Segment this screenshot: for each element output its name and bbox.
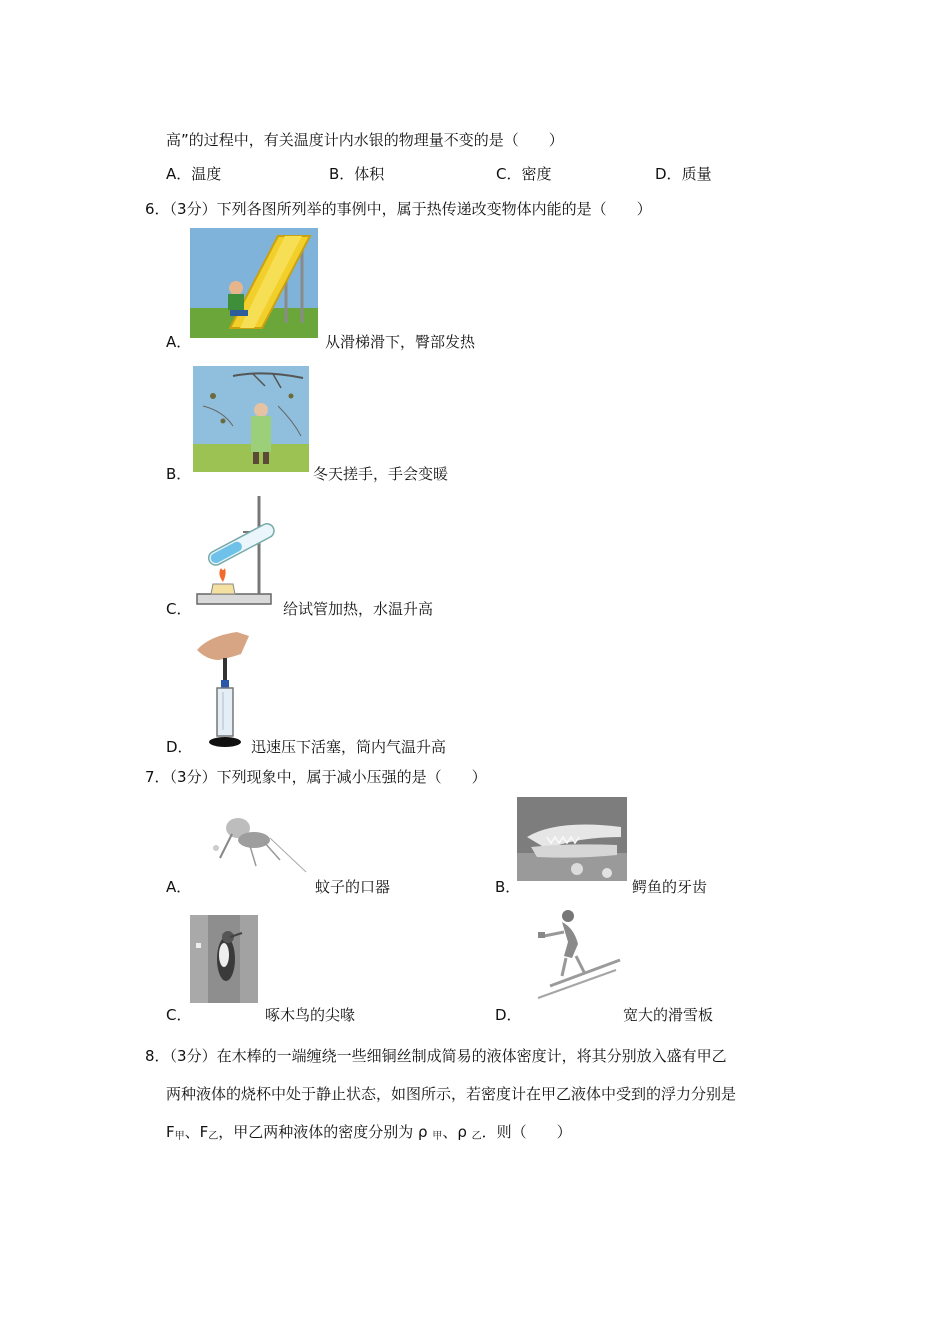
- q6-option-d-text: 迅速压下活塞，筒内气温升高: [251, 738, 447, 756]
- q6-stem: 6．（3分）下列各图所列举的事例中，属于热传递改变物体内能的是（ ）: [145, 200, 652, 218]
- option-text: 密度: [521, 165, 552, 183]
- q6-option-a-label[interactable]: A．: [166, 333, 192, 351]
- density-text-2: 、ρ: [442, 1123, 472, 1141]
- slide-illustration: [190, 228, 318, 338]
- test-tube-heating-illustration: [195, 494, 280, 608]
- q7-option-d-label[interactable]: D．: [495, 1006, 522, 1024]
- option-label: D．: [655, 165, 682, 183]
- subscript-yi: 乙: [208, 1131, 219, 1142]
- option-label: B．: [329, 165, 355, 183]
- q5-option-b[interactable]: [329, 164, 384, 184]
- piston-compression-illustration: [189, 630, 251, 750]
- subscript-jia: 甲: [174, 1131, 185, 1142]
- q7-option-c-label[interactable]: C．: [166, 1006, 192, 1024]
- q7-option-b-text: 鳄鱼的牙齿: [632, 878, 708, 896]
- q7-option-d-text: 宽大的滑雪板: [623, 1006, 714, 1024]
- subscript-yi-density: 乙: [471, 1131, 482, 1142]
- option-text: 体积: [354, 165, 385, 183]
- subscript-jia-density: 甲: [432, 1131, 443, 1142]
- woodpecker-image: [190, 915, 258, 1003]
- option-text: 质量: [681, 165, 712, 183]
- crocodile-image: [517, 797, 627, 881]
- q7-option-a-label[interactable]: A．: [166, 878, 192, 896]
- q6-option-c-text: 给试管加热，水温升高: [283, 600, 434, 618]
- rubbing-hands-illustration: [193, 366, 309, 472]
- q7-option-b-label[interactable]: B．: [495, 878, 521, 896]
- q5-option-d[interactable]: [655, 164, 712, 184]
- q6-option-d-label[interactable]: D．: [166, 738, 193, 756]
- q6-option-c-label[interactable]: C．: [166, 600, 192, 618]
- mosquito-image: [210, 810, 316, 880]
- skier-image: [528, 906, 626, 1006]
- option-label: A．: [166, 165, 192, 183]
- q5-option-c[interactable]: [496, 164, 552, 184]
- q8-stem-line-2: 两种液体的烧杯中处于静止状态，如图所示，若密度计在甲乙液体中受到的浮力分别是: [166, 1085, 737, 1103]
- force-symbol: F: [166, 1123, 175, 1141]
- q8-stem-line-1: 8．（3分）在木棒的一端缠绕一些细铜丝制成简易的液体密度计，将其分别放入盛有甲乙: [145, 1047, 727, 1065]
- density-text: ，甲乙两种液体的密度分别为 ρ: [218, 1123, 433, 1141]
- q7-option-a-text: 蚊子的口器: [315, 878, 391, 896]
- force-symbol-2: 、F: [184, 1123, 209, 1141]
- q6-option-b-text: 冬天搓手，手会变暖: [313, 465, 449, 483]
- q7-stem: 7．（3分）下列现象中，属于减小压强的是（ ）: [145, 768, 487, 786]
- option-text: 温度: [191, 165, 222, 183]
- q6-option-a-text: 从滑梯滑下，臀部发热: [325, 333, 476, 351]
- q5-stem-tail: 高”的过程中，有关温度计内水银的物理量不变的是（ ）: [166, 131, 564, 149]
- q8-stem-line-3: [166, 1122, 572, 1147]
- q6-option-b-label[interactable]: B．: [166, 465, 192, 483]
- q7-option-c-text: 啄木鸟的尖喙: [265, 1006, 356, 1024]
- option-label: C．: [496, 165, 522, 183]
- q5-option-a[interactable]: [166, 164, 221, 184]
- question-tail: ．则（ ）: [481, 1123, 572, 1141]
